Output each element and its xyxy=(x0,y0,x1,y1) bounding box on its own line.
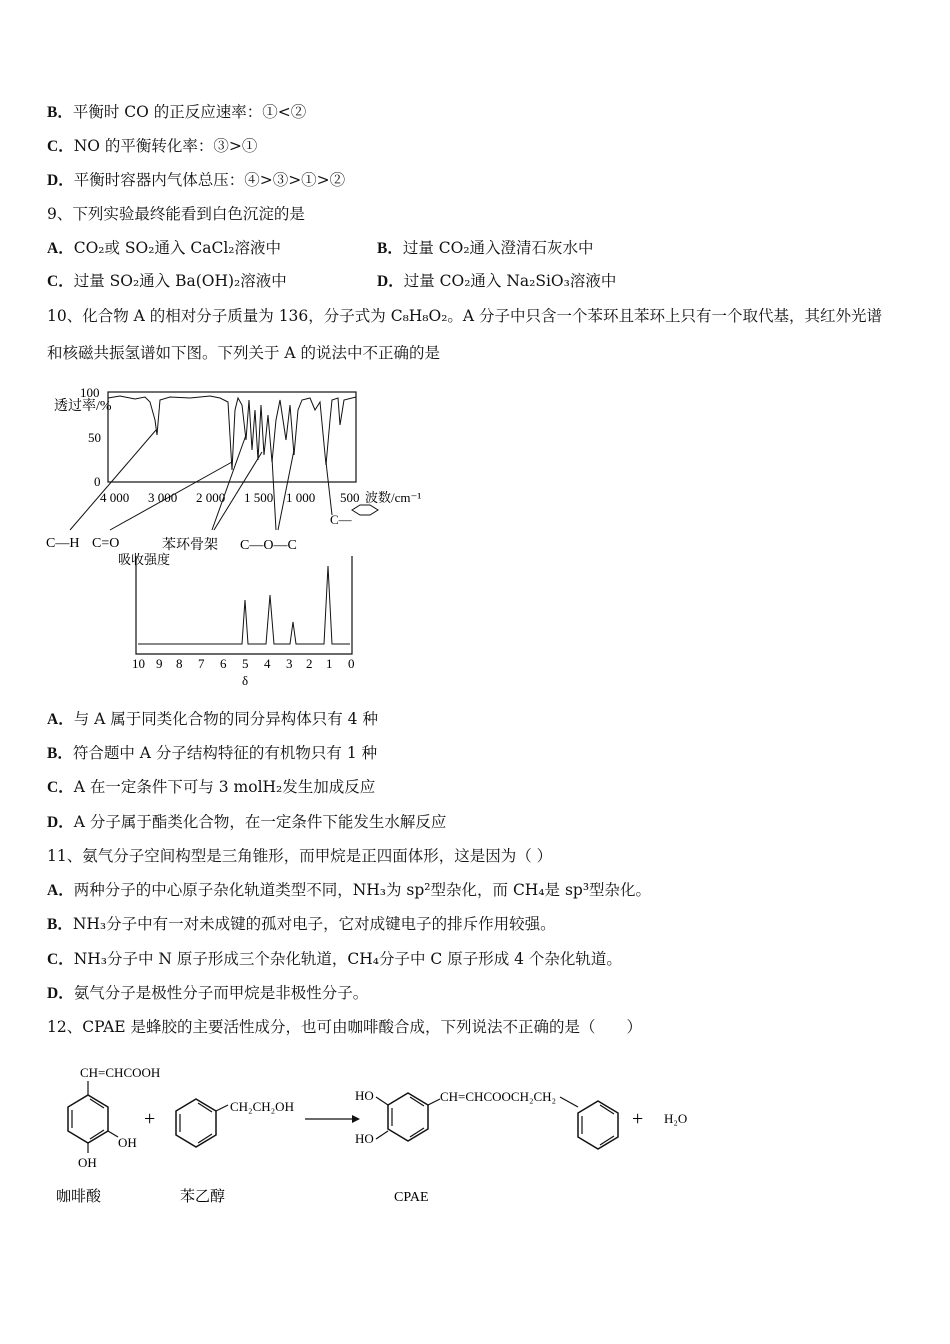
ir-xtick-1500: 1 500 xyxy=(244,490,274,505)
q10-option-a: A．与 A 属于同类化合物的同分异构体只有 4 种 xyxy=(47,710,378,728)
nmr-xlabel: δ xyxy=(242,673,249,688)
phenylethanol-substituent: CH₂CH₂OH xyxy=(230,1099,294,1114)
q9-stem: 9、下列实验最终能看到白色沉淀的是 xyxy=(47,205,305,223)
reaction-arrowhead-icon xyxy=(352,1115,360,1123)
ir-spectrum-figure xyxy=(40,380,460,560)
q8-option-b: B．平衡时 CO 的正反应速率：①<② xyxy=(47,103,307,121)
ir-label-co: C=O xyxy=(92,536,120,551)
caffeic-substituent: CH=CHCOOH xyxy=(80,1065,161,1080)
nmr-xtick-6: 6 xyxy=(220,656,227,671)
ir-ytick-50: 50 xyxy=(88,430,101,445)
q8-option-d: D．平衡时容器内气体总压：④>③>①>② xyxy=(47,171,346,189)
ir-xtick-500: 500 xyxy=(340,490,360,505)
nmr-spectrum-figure xyxy=(110,550,370,690)
ir-ytick-100: 100 xyxy=(80,385,100,400)
ir-xtick-1000: 1 000 xyxy=(286,490,316,505)
q11-option-c: C．NH₃分子中 N 原子形成三个杂化轨道，CH₄分子中 C 原子形成 4 个杂化轨道。 xyxy=(47,950,622,968)
q11-option-d: D．氨气分子是极性分子而甲烷是非极性分子。 xyxy=(47,984,369,1002)
ir-spectrum-line xyxy=(108,396,356,470)
cpae-substituent: CH=CHCOOCH₂CH₂ xyxy=(440,1089,557,1104)
q12-reaction-scheme xyxy=(40,1055,720,1215)
name-phenylethanol: 苯乙醇 xyxy=(180,1189,226,1205)
q11-stem: 11、氨气分子空间构型是三角锥形，而甲烷是正四面体形，这是因为（ ） xyxy=(47,847,553,865)
q10-stem-line1: 10、化合物 A 的相对分子质量为 136，分子式为 C₈H₈O₂。A 分子中只含一个苯环且苯环上只有一个取代基，其红外光谱 xyxy=(47,307,883,325)
q11-option-b: B．NH₃分子中有一对未成键的孤对电子，它对成键电子的排斥作用较强。 xyxy=(47,915,556,933)
ir-xtick-4000: 4 000 xyxy=(100,490,130,505)
ir-ylabel: 透过率/% xyxy=(54,399,112,414)
q9-option-d: D．过量 CO₂通入 Na₂SiO₃溶液中 xyxy=(377,272,617,290)
caffeic-benzene-ring-icon xyxy=(68,1095,108,1143)
q10-option-c: C．A 在一定条件下可与 3 molH₂发生加成反应 xyxy=(47,778,376,796)
water-product: H₂O xyxy=(664,1111,688,1126)
name-cpae: CPAE xyxy=(394,1190,429,1205)
benzene-ring-icon xyxy=(352,505,378,515)
caffeic-oh-meta: OH xyxy=(118,1135,137,1150)
nmr-xtick-2: 2 xyxy=(306,656,313,671)
q8-option-c: C．NO 的平衡转化率：③>① xyxy=(47,137,258,155)
q9-options-row1 xyxy=(47,238,907,259)
cpae-ho-bottom: HO xyxy=(355,1131,374,1146)
ir-label-ring: 苯环骨架 xyxy=(162,538,218,553)
q9-option-b: B．过量 CO₂通入澄清石灰水中 xyxy=(377,239,594,257)
q10-option-d: D．A 分子属于酯类化合物，在一定条件下能发生水解反应 xyxy=(47,813,447,831)
name-caffeic-acid: 咖啡酸 xyxy=(56,1189,102,1205)
ir-xtick-2000: 2 000 xyxy=(196,490,226,505)
plus-sign-1: + xyxy=(144,1108,156,1130)
nmr-spectrum-line xyxy=(138,566,350,644)
phenylethanol-benzene-ring-icon xyxy=(176,1099,216,1147)
nmr-xtick-4: 4 xyxy=(264,656,271,671)
nmr-xtick-8: 8 xyxy=(176,656,183,671)
q11-option-a: A．两种分子的中心原子杂化轨道类型不同，NH₃为 sp²型杂化，而 CH₄是 sp³型杂化。 xyxy=(47,881,652,899)
q12-stem: 12、CPAE 是蜂胶的主要活性成分，也可由咖啡酸合成，下列说法不正确的是（ ） xyxy=(47,1018,643,1036)
nmr-xtick-7: 7 xyxy=(198,656,205,671)
plus-sign-2: + xyxy=(632,1108,644,1130)
cpae-ho-top: HO xyxy=(355,1088,374,1103)
q9-option-c: C．过量 SO₂通入 Ba(OH)₂溶液中 xyxy=(47,272,287,290)
caffeic-oh-para: OH xyxy=(78,1155,97,1170)
nmr-ylabel: 吸收强度 xyxy=(118,552,171,567)
nmr-xtick-1: 1 xyxy=(326,656,333,671)
ir-xtick-3000: 3 000 xyxy=(148,490,178,505)
nmr-plot-frame xyxy=(136,556,352,654)
q10-stem-line2: 和核磁共振氢谱如下图。下列关于 A 的说法中不正确的是 xyxy=(47,344,441,362)
q9-options-row2 xyxy=(47,271,907,292)
nmr-xtick-5: 5 xyxy=(242,656,249,671)
ir-ytick-0: 0 xyxy=(94,474,101,489)
q10-option-b: B．符合题中 A 分子结构特征的有机物只有 1 种 xyxy=(47,744,378,762)
ir-label-ch: C—H xyxy=(46,536,80,551)
ir-xlabel: 波数/cm⁻¹ xyxy=(365,490,422,505)
nmr-xtick-10: 10 xyxy=(132,656,145,671)
nmr-xtick-3: 3 xyxy=(286,656,293,671)
ir-label-coc: C—O—C xyxy=(240,538,297,553)
cpae-benzene-ring-icon xyxy=(388,1093,428,1141)
q9-option-a: A．CO₂或 SO₂通入 CaCl₂溶液中 xyxy=(47,239,282,257)
cpae-phenyl-ring-icon xyxy=(578,1101,618,1149)
nmr-xtick-9: 9 xyxy=(156,656,163,671)
nmr-xtick-0: 0 xyxy=(348,656,355,671)
ir-label-cph: C— xyxy=(330,512,352,527)
